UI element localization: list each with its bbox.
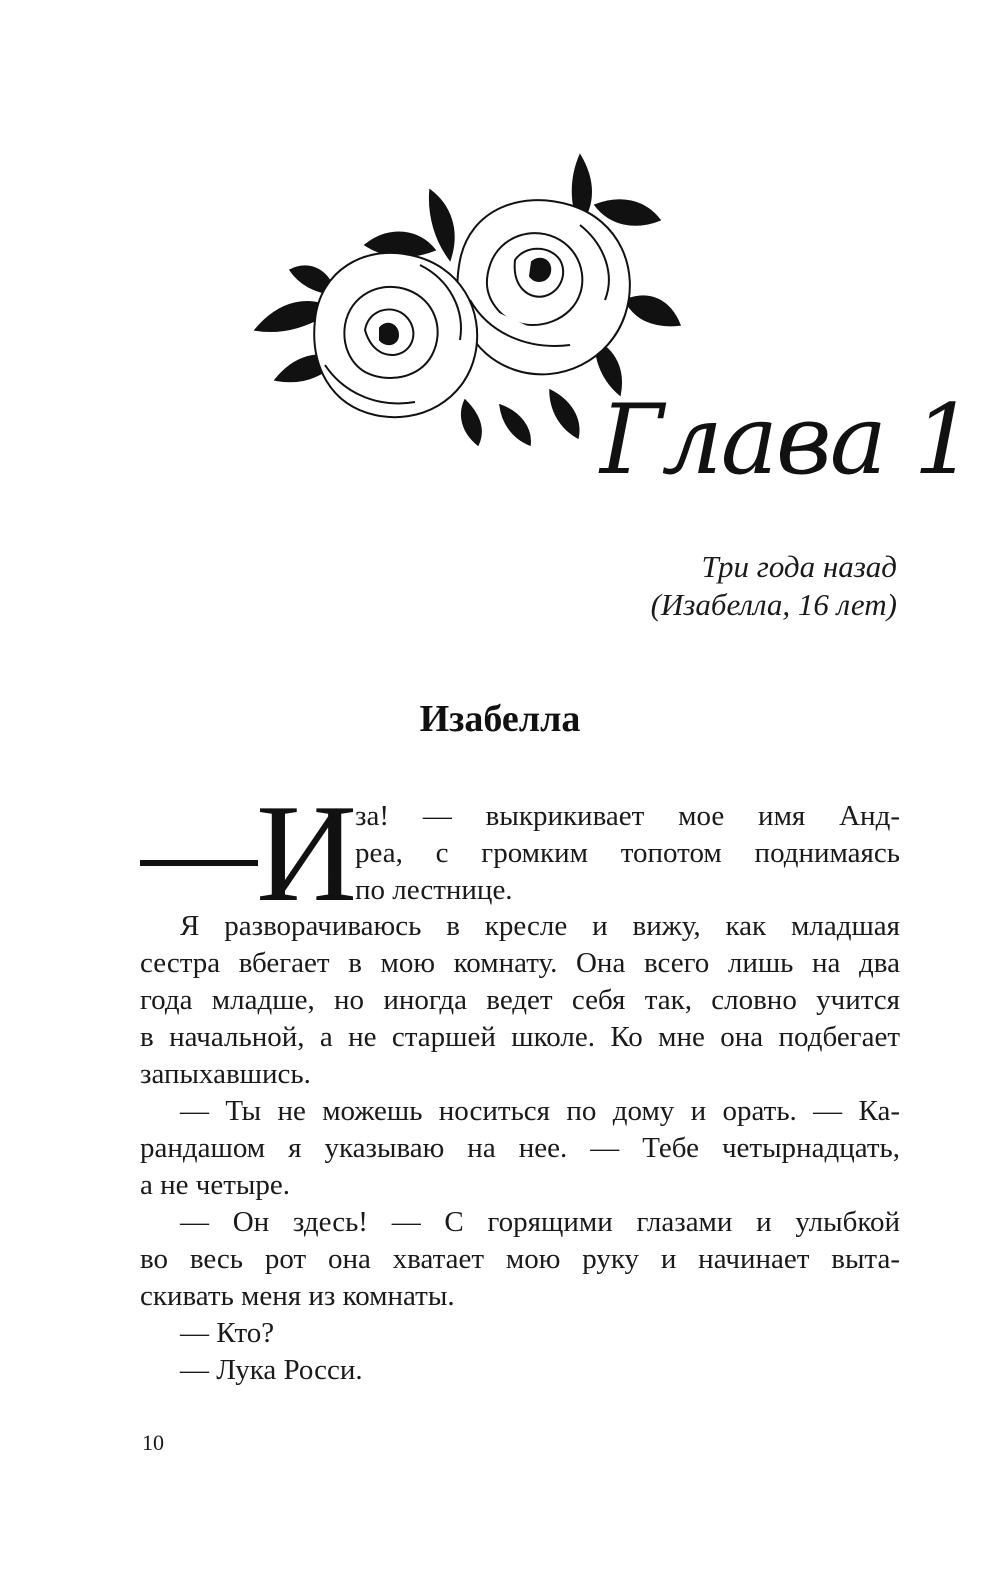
text-line: в начальной, а не старшей школе. Ко мне она подбегает (140, 1021, 900, 1053)
text-line: запыхавшись. (140, 1058, 311, 1090)
text-line: во весь рот она хватает мою руку и начинает выта- (140, 1243, 900, 1275)
page-number: 10 (142, 1430, 164, 1455)
dialogue-dash (140, 860, 258, 866)
text-line: — Он здесь! — С горящими глазами и улыбкой (180, 1206, 900, 1238)
text-line: по лестнице. (355, 874, 513, 906)
chapter-title: Глава 1 (600, 384, 973, 496)
drop-cap-text (355, 798, 900, 909)
text-line: рандашом я указываю на нее. — Тебе четырнадцать, (140, 1132, 900, 1164)
text-line: скивать меня из комнаты. (140, 1280, 455, 1312)
text-line: года младше, но иногда ведет себя так, словно учится (140, 984, 900, 1016)
body-text (140, 908, 900, 1389)
text-line: — Кто? (180, 1317, 275, 1349)
chapter-time-note (651, 548, 897, 624)
text-line: реа, с громким топотом поднимаясь (355, 837, 900, 869)
text-line: а не четыре. (140, 1169, 290, 1201)
text-line: Я разворачиваюсь в кресле и вижу, как младшая (180, 910, 900, 942)
time-note-line-2: (Изабелла, 16 лет) (650, 587, 897, 622)
text-line: — Ты не можешь носиться по дому и орать. — Ка- (180, 1095, 900, 1127)
time-note-line-1: Три года назад (701, 549, 897, 584)
text-line: — Лука Росси. (180, 1354, 363, 1386)
text-line: за! — выкрикивает мое имя Анд- (355, 800, 900, 832)
pov-heading: Изабелла (419, 698, 581, 740)
text-line: сестра вбегает в мою комнату. Она всего лишь на два (140, 947, 900, 979)
drop-cap-letter: И (256, 776, 358, 931)
